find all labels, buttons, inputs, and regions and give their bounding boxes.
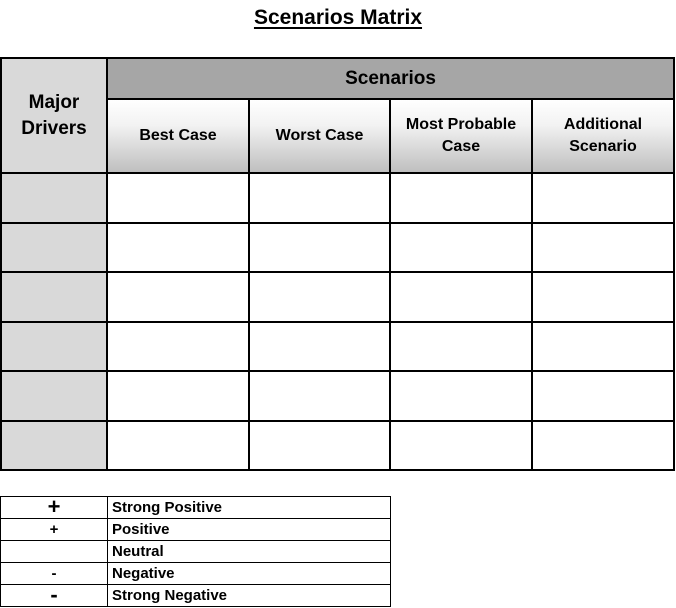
column-header-worst-case xyxy=(249,99,390,173)
scenario-cell[interactable] xyxy=(107,371,249,420)
legend-symbol xyxy=(1,493,108,519)
column-header-additional-scenario xyxy=(532,99,674,173)
legend-label: Strong Negative xyxy=(108,585,391,607)
legend-label: Positive xyxy=(108,519,391,541)
driver-cell[interactable] xyxy=(1,421,107,470)
scenario-cell[interactable] xyxy=(107,421,249,470)
scenario-cell[interactable] xyxy=(532,173,674,222)
scenario-cell[interactable] xyxy=(107,322,249,371)
legend-symbol xyxy=(1,581,108,607)
scenarios-matrix-table xyxy=(0,57,675,471)
scenario-cell[interactable] xyxy=(390,371,532,420)
column-header-label-line1: Most Probable xyxy=(405,116,517,134)
scenario-cell[interactable] xyxy=(249,173,390,222)
scenario-cell[interactable] xyxy=(107,223,249,272)
column-header-best-case xyxy=(107,99,249,173)
scenario-cell[interactable] xyxy=(390,173,532,222)
major-drivers-header xyxy=(1,58,107,173)
driver-cell[interactable] xyxy=(1,272,107,321)
column-header-label: Best Case xyxy=(139,127,217,145)
legend-row-neutral xyxy=(1,541,391,563)
scenario-cell[interactable] xyxy=(249,371,390,420)
driver-cell[interactable] xyxy=(1,223,107,272)
scenario-cell[interactable] xyxy=(107,272,249,321)
legend-symbol xyxy=(1,519,108,541)
legend-label: Strong Positive xyxy=(108,497,391,519)
column-header-label-line2: Scenario xyxy=(569,138,637,156)
positive-symbol: + xyxy=(49,521,59,538)
scenario-cell[interactable] xyxy=(107,173,249,222)
legend-row-negative xyxy=(1,563,391,585)
legend-row-strong-negative xyxy=(1,585,391,607)
table-row xyxy=(1,421,674,470)
table-row xyxy=(1,322,674,371)
driver-cell[interactable] xyxy=(1,173,107,222)
scenario-cell[interactable] xyxy=(532,272,674,321)
driver-cell[interactable] xyxy=(1,322,107,371)
scenario-cell[interactable] xyxy=(390,322,532,371)
scenario-cell[interactable] xyxy=(249,421,390,470)
legend-table xyxy=(0,493,391,607)
scenarios-header: Scenarios xyxy=(107,58,674,99)
legend-row-strong-positive xyxy=(1,497,391,519)
legend-label: Neutral xyxy=(108,541,391,563)
table-row xyxy=(1,173,674,222)
negative-symbol: - xyxy=(51,565,57,582)
table-row xyxy=(1,272,674,321)
strong-positive-symbol: + xyxy=(47,493,61,519)
major-drivers-header-line2: Drivers xyxy=(21,117,87,139)
scenario-cell[interactable] xyxy=(390,421,532,470)
driver-cell[interactable] xyxy=(1,371,107,420)
scenario-cell[interactable] xyxy=(532,223,674,272)
scenario-cell[interactable] xyxy=(249,272,390,321)
legend-row-positive xyxy=(1,519,391,541)
scenario-cell[interactable] xyxy=(532,371,674,420)
major-drivers-header-line1: Major xyxy=(28,91,80,113)
table-row xyxy=(1,371,674,420)
scenario-cell[interactable] xyxy=(249,322,390,371)
column-header-label: Worst Case xyxy=(275,127,364,145)
legend-label: Negative xyxy=(108,563,391,585)
legend-symbol xyxy=(1,541,108,563)
scenario-cell[interactable] xyxy=(532,421,674,470)
column-header-label-line2: Case xyxy=(441,138,481,156)
page-title: Scenarios Matrix xyxy=(253,6,423,29)
scenario-cell[interactable] xyxy=(390,223,532,272)
strong-negative-symbol: - xyxy=(50,581,58,607)
table-row xyxy=(1,223,674,272)
column-header-label-line1: Additional xyxy=(563,116,643,134)
column-header-most-probable-case xyxy=(390,99,532,173)
scenario-cell[interactable] xyxy=(532,322,674,371)
scenario-cell[interactable] xyxy=(390,272,532,321)
scenario-cell[interactable] xyxy=(249,223,390,272)
